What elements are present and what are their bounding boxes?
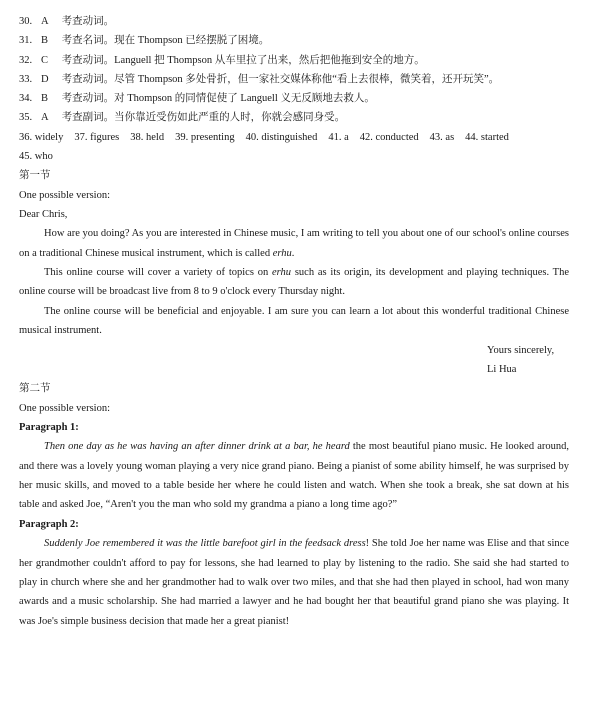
answer-35: 35. A 考查副词。当你靠近受伤如此严重的人时，你就会感同身受。 (19, 112, 346, 124)
paragraph1-label: Paragraph 1: (19, 421, 79, 433)
section2-intro: One possible version: (19, 402, 110, 414)
letter-closing: Yours sincerely, (487, 344, 555, 356)
section2-heading: 第二节 (19, 383, 51, 395)
answer-34: 34. B 考查动词。对 Thompson 的同情促使了 Languell 义无反顾地去救人。 (19, 93, 375, 105)
section1-intro: One possible version: (19, 189, 110, 201)
fill-blank-answers-line1: 36. widely 37. figures 38. held 39. presenting 40. distinguished 41. a 42. conducted 43. as 44. started (19, 131, 509, 143)
answer-32: 32. C 考查动词。Languell 把 Thompson 从车里拉了出来，然后把他拖到安全的地方。 (19, 54, 425, 66)
story-paragraph-1: Then one day as he was having an after dinner drink at a bar, he heard the most beautiful piano music. He looked around, and there was a lovely young woman playing a very nice grand piano. Being a pianist of some ability himself, he was surprised by her music skills, and moved to a table beside her where he could listen and watch. When she took a break, she sat down at his table and asked Joe, “Aren't you the man who sold my grandma a piano a long time ago?” (19, 441, 569, 511)
answer-31: 31. B 考查名词。现在 Thompson 已经摆脱了困境。 (19, 35, 270, 47)
answer-30: 30. A 考查动词。 (19, 16, 115, 27)
section1-heading: 第一节 (19, 170, 51, 182)
fill-blank-answers-line2: 45. who (19, 151, 53, 163)
letter-paragraph-1: How are you doing? As you are interested in Chinese music, I am writing to tell you about one of our school's online courses on a traditional Chinese musical instrument, which is called erhu. (19, 228, 569, 259)
story-paragraph-2: Suddenly Joe remembered it was the little barefoot girl in the feedsack dress! She told Joe her name was Elise and that since her grandmother couldn't afford to pay for lessons, she had learned to play by listening to the radio. She said she had started to play in church where she and her grandmother had to walk over two miles, and that she had then played in school, had won many awards and a music scholarship. She had married a lawyer and he had bought her that beautiful grand piano she was playing. It was Joe's simple business decision that made her a great pianist! (19, 538, 569, 627)
paragraph2-label: Paragraph 2: (19, 518, 79, 530)
letter-greeting: Dear Chris, (19, 208, 68, 220)
letter-paragraph-2: This online course will cover a variety of topics on erhu such as its origin, its development and playing techniques. The online course will be broadcast live from 8 to 9 o'clock every Thursday night. (19, 267, 570, 298)
answer-33: 33. D 考查动词。尽管 Thompson 多处骨折，但一家社交媒体称他“看上去很棒，微笑着，还开玩笑”。 (19, 73, 500, 85)
letter-signature: Li Hua (487, 364, 517, 375)
letter-paragraph-3: The online course will be beneficial and enjoyable. I am sure you can learn a lot about this wonderful traditional Chinese musical instrument. (19, 305, 569, 337)
answer-key-page (19, 12, 569, 631)
